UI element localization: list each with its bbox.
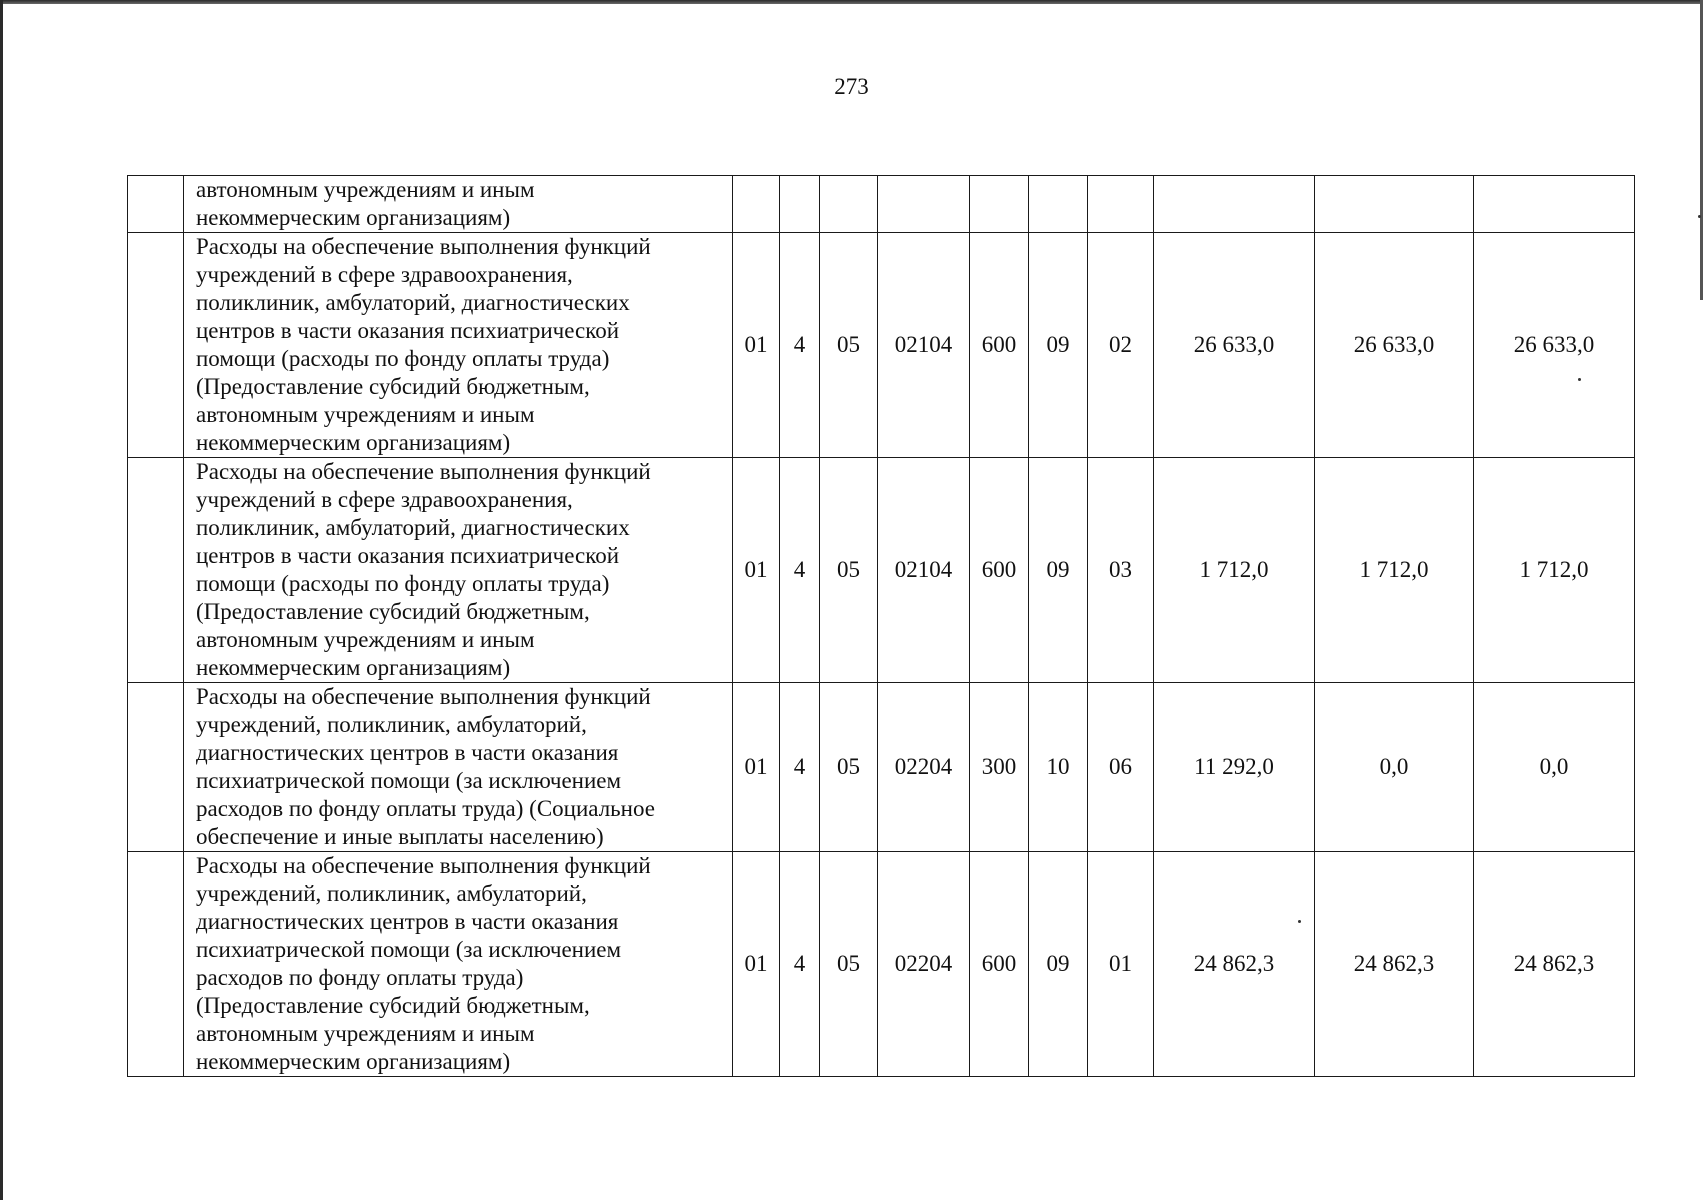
amount-cell: 1 712,0 <box>1474 458 1635 683</box>
amount-cell: 24 862,3 <box>1315 852 1474 1077</box>
budget-table <box>127 175 1635 1077</box>
row-number-cell <box>128 852 184 1077</box>
row-number-cell <box>128 683 184 852</box>
code-cell <box>820 176 878 233</box>
scan-speck <box>1298 920 1301 923</box>
amount-cell: 0,0 <box>1315 683 1474 852</box>
code-cell: 01 <box>1088 852 1154 1077</box>
description-cell: Расходы на обеспечение выполнения функций учреждений в сфере здравоохранения, поликлиник, амбулаторий, диагностических центров в части оказания психиатрической помощи (расходы по фонду оплаты труда) (Предоставление субсидий бюджетным, автономным учреждениям и иным некоммерческим организациям) <box>184 233 733 458</box>
amount-cell: 1 712,0 <box>1154 458 1315 683</box>
code-cell: 01 <box>733 683 780 852</box>
code-cell <box>878 176 970 233</box>
code-cell: 4 <box>780 458 820 683</box>
code-cell: 300 <box>970 683 1029 852</box>
code-cell: 05 <box>820 852 878 1077</box>
amount-cell: 26 633,0 <box>1315 233 1474 458</box>
code-cell: 02204 <box>878 683 970 852</box>
description-cell: Расходы на обеспечение выполнения функций учреждений, поликлиник, амбулаторий, диагностических центров в части оказания психиатрической помощи (за исключением расходов по фонду оплаты труда) (Предоставление субсидий бюджетным, автономным учреждениям и иным некоммерческим организациям) <box>184 852 733 1077</box>
scan-speck <box>1578 378 1581 381</box>
amount-cell: 11 292,0 <box>1154 683 1315 852</box>
code-cell: 4 <box>780 683 820 852</box>
code-cell: 06 <box>1088 683 1154 852</box>
code-cell: 02 <box>1088 233 1154 458</box>
code-cell: 09 <box>1029 852 1088 1077</box>
description-cell: Расходы на обеспечение выполнения функций учреждений в сфере здравоохранения, поликлиник, амбулаторий, диагностических центров в части оказания психиатрической помощи (расходы по фонду оплаты труда) (Предоставление субсидий бюджетным, автономным учреждениям и иным некоммерческим организациям) <box>184 458 733 683</box>
table-row <box>128 458 1635 683</box>
code-cell: 02104 <box>878 233 970 458</box>
code-cell: 02204 <box>878 852 970 1077</box>
code-cell: 600 <box>970 233 1029 458</box>
description-cell: автономным учреждениям и иным некоммерческим организациям) <box>184 176 733 233</box>
code-cell: 10 <box>1029 683 1088 852</box>
page-number: 273 <box>834 74 869 99</box>
amount-cell <box>1154 176 1315 233</box>
code-cell: 05 <box>820 458 878 683</box>
code-cell: 600 <box>970 458 1029 683</box>
code-cell <box>733 176 780 233</box>
code-cell: 600 <box>970 852 1029 1077</box>
code-cell: 02104 <box>878 458 970 683</box>
amount-cell <box>1315 176 1474 233</box>
code-cell: 09 <box>1029 233 1088 458</box>
code-cell <box>1029 176 1088 233</box>
amount-cell: 1 712,0 <box>1315 458 1474 683</box>
table-row <box>128 852 1635 1077</box>
code-cell: 01 <box>733 233 780 458</box>
row-number-cell <box>128 176 184 233</box>
scan-edge-left <box>0 0 3 1200</box>
amount-cell <box>1474 176 1635 233</box>
table-row <box>128 683 1635 852</box>
code-cell: 03 <box>1088 458 1154 683</box>
code-cell <box>1088 176 1154 233</box>
scan-speck <box>1698 215 1701 218</box>
row-number-cell <box>128 233 184 458</box>
code-cell: 09 <box>1029 458 1088 683</box>
amount-cell: 24 862,3 <box>1154 852 1315 1077</box>
code-cell: 01 <box>733 852 780 1077</box>
amount-cell: 26 633,0 <box>1154 233 1315 458</box>
scan-edge-top <box>0 0 1703 4</box>
table-row <box>128 176 1635 233</box>
row-number-cell <box>128 458 184 683</box>
description-cell: Расходы на обеспечение выполнения функций учреждений, поликлиник, амбулаторий, диагностических центров в части оказания психиатрической помощи (за исключением расходов по фонду оплаты труда) (Социальное обеспечение и иные выплаты населению) <box>184 683 733 852</box>
code-cell: 4 <box>780 233 820 458</box>
amount-cell: 24 862,3 <box>1474 852 1635 1077</box>
code-cell <box>970 176 1029 233</box>
amount-cell: 26 633,0 <box>1474 233 1635 458</box>
code-cell: 4 <box>780 852 820 1077</box>
code-cell: 05 <box>820 233 878 458</box>
code-cell: 01 <box>733 458 780 683</box>
amount-cell: 0,0 <box>1474 683 1635 852</box>
table-row <box>128 233 1635 458</box>
code-cell <box>780 176 820 233</box>
code-cell: 05 <box>820 683 878 852</box>
